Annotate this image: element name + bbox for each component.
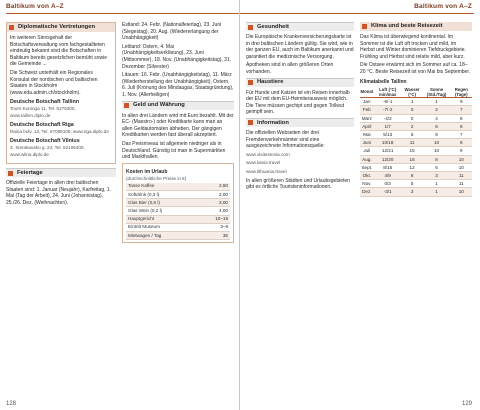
climate-cell: 12: [402, 163, 423, 171]
climate-cell: April: [360, 122, 374, 130]
climate-cell: 8: [423, 155, 451, 163]
web-links: [246, 152, 354, 176]
costs-subtitle: (durchschnittliche Preise in €): [126, 176, 187, 182]
body-text: In allen drei Ländern wird mit Euro bezahlt. Mit der EC- (Maestro-) oder Kreditkarte kann man an allen Geldautomaten abheben. Der gängigen Kreditkarten werden fast überall akzeptiert.: [122, 112, 234, 139]
section-header: [246, 22, 354, 31]
diplomatic-body: [7, 35, 115, 163]
body-text: Die Ostsee erwärmt sich im Sommer auf ca. 18–20 °C. Beste Reisezeit ist von Mai bis September.: [360, 62, 471, 75]
climate-cell: 6: [423, 122, 451, 130]
body-text: Das Preisniveau ist allgemein niedriger als in Deutschland. Günstig ist man in Supermärkten und Markthallen.: [122, 140, 226, 161]
section-title: Gesundheit: [257, 23, 289, 30]
cost-price: 3,00: [198, 199, 230, 207]
cost-item: Softdrink (0,3 l): [126, 191, 198, 199]
cost-price: 3–8: [198, 223, 230, 231]
section-header: [246, 118, 354, 127]
section-marker-icon: [362, 24, 367, 29]
section-marker-icon: [8, 171, 13, 176]
climate-cell: Juli: [360, 147, 374, 155]
climate-row: [360, 147, 472, 155]
section-header: [360, 22, 472, 31]
cost-item: Hauptgericht: [126, 215, 198, 223]
climate-cell: Okt.: [360, 171, 374, 179]
body-text: Für Hunde und Katzen ist ein Reisen innerhalb der EU mit dem EU-Heimtierausweis möglich. Die Tiere müssen gechipt und gegen Tollwut geimpft sein.: [246, 89, 350, 116]
climate-row: [360, 139, 472, 147]
cost-item: Tasse Kaffee: [126, 183, 198, 191]
climate-cell: Juni: [360, 139, 374, 147]
running-rule-right: [240, 13, 474, 14]
climate-cell: 12/20: [374, 155, 402, 163]
cost-item: Eintritt Museum: [126, 223, 198, 231]
climate-cell: 8: [451, 114, 472, 122]
body-text: Die Europäische Krankenversicherungskarte ist in drei baltischen Ländern gültig. Sie wird, wie in der ganzen EU, auch im Baltikum anerkannt und garantiert die medizinische Versorgung.: [246, 34, 354, 60]
climate-cell: 8: [451, 139, 472, 147]
climate-cell: 10: [423, 147, 451, 155]
embassy-name: Deutsche Botschaft Riga: [10, 122, 74, 129]
climate-header-cell: Monat: [360, 86, 374, 98]
costs-title: Kosten im Urlaub: [126, 168, 168, 175]
body-text: Lettland: Ostern, 4. Mai (Unabhängigkeitserklärung), 23. Juni (Mittsommer), 18. Nov. (Unabhängigkeitstag), 31. Dezember (Silvester): [122, 43, 232, 70]
embassy-address[interactable]: Toom-Kuninga 11, Tel. 6275300, www.tallinn.diplo.de: [10, 105, 76, 118]
climate-cell: 2: [402, 122, 423, 130]
climate-cell: 15: [402, 147, 423, 155]
climate-header-cell: Luft (°C) min/max: [374, 86, 402, 98]
section-marker-icon: [9, 25, 14, 30]
climate-cell: 2: [423, 106, 451, 114]
climate-cell: 10: [451, 188, 472, 196]
climate-cell: 1/7: [374, 122, 402, 130]
climate-row: [360, 188, 472, 196]
climate-row: [360, 130, 472, 138]
climate-header-cell: Wasser (°C): [402, 86, 423, 98]
climate-row: [360, 171, 472, 179]
climate-cell: -6/-1: [374, 98, 402, 106]
climate-cell: 10: [451, 155, 472, 163]
climate-table: [360, 86, 472, 196]
cost-price: 35: [198, 232, 230, 240]
body-text: Die Schweiz unterhält ein Regionales Konsulat der nordischen und baltischen Staaten in Stockholm (www.eda.admin.ch/stockholm).: [10, 69, 98, 96]
costs-row: [126, 223, 230, 231]
climate-cell: 1: [423, 188, 451, 196]
climate-row: [360, 163, 472, 171]
costs-row: [126, 199, 230, 207]
cost-price: 2,50: [198, 183, 230, 191]
climate-cell: 11: [451, 180, 472, 188]
cost-item: Mietwagen / Tag: [126, 232, 198, 240]
climate-cell: Nov.: [360, 180, 374, 188]
embassy-address[interactable]: Raiņa bulv. 13, Tel. 67085100, www.riga.diplo.de: [10, 128, 109, 134]
climate-cell: 9: [423, 130, 451, 138]
body-text: Estland: 24. Febr. (Nationalfeiertag), 23. Juni (Siegestag), 20. Aug. (Wiedererlangung der Unabhängigkeit): [122, 22, 222, 42]
climate-cell: Jan: [360, 98, 374, 106]
climate-cell: 5/13: [374, 130, 402, 138]
climate-cell: Sept.: [361, 164, 373, 170]
costs-box: [122, 163, 234, 244]
body-text: Offizielle Feiertage in allen drei baltischen Staaten sind: 1. Januar (Neujahr), Karfreitag, 1. Mai (Tag der Arbeit), 24. Juni (Johannistag), 25./26. Dez. (Weihnachten).: [6, 180, 112, 206]
climate-row: [360, 98, 472, 106]
costs-row: [126, 215, 230, 223]
embassy-name: Deutsche Botschaft Vilnius: [10, 138, 80, 145]
climate-cell: 16: [402, 155, 423, 163]
climate-cell: 11: [402, 139, 423, 147]
climate-cell: 0: [402, 106, 423, 114]
cost-item: Glas Bier (0,5 l): [126, 199, 198, 207]
climate-cell: März: [361, 115, 372, 121]
climate-cell: 8: [402, 171, 423, 179]
climate-cell: 4: [423, 114, 451, 122]
climate-cell: 6: [423, 163, 451, 171]
climate-cell: 4/9: [374, 171, 402, 179]
climate-header-cell: Regen (Tage): [451, 86, 472, 98]
cost-price: 10–15: [198, 215, 230, 223]
climate-cell: Dez.: [360, 188, 374, 196]
climate-cell: 7: [451, 130, 472, 138]
climate-cell: 12/21: [374, 147, 402, 155]
climate-cell: 0: [402, 114, 423, 122]
cost-item: Glas Wein (0,2 l): [126, 207, 198, 215]
body-text: Apotheken sind in allen größeren Orten vorhanden.: [246, 62, 334, 75]
diplomatic-box: [6, 22, 116, 164]
climate-cell: -3/1: [374, 188, 402, 196]
climate-cell: 5: [402, 180, 423, 188]
section-title: Haustiere: [257, 79, 284, 86]
climate-cell: 10: [451, 163, 472, 171]
climate-cell: 0/3: [374, 180, 402, 188]
right-page: [240, 0, 480, 410]
section-title: Geld und Währung: [133, 102, 185, 109]
climate-cell: 3: [423, 171, 451, 179]
cost-price: 4,00: [198, 207, 230, 215]
page-number-right: 129: [461, 401, 472, 407]
section-marker-icon: [248, 80, 253, 85]
climate-row: [360, 155, 472, 163]
costs-row: [126, 183, 230, 191]
column-1: [6, 22, 116, 396]
climate-cell: 9: [451, 147, 472, 155]
costs-row: [126, 207, 230, 215]
climate-cell: Mai: [360, 130, 374, 138]
section-title: Feiertage: [17, 169, 43, 176]
climate-cell: 8: [451, 122, 472, 130]
body-text: Die offiziellen Webseiten der drei Fremdenverkehrsämter sind eine ausgezeichnete Informationsquelle:: [246, 129, 325, 150]
running-rule-left: [6, 13, 240, 14]
climate-cell: Aug.: [360, 155, 374, 163]
climate-cell: 10/18: [374, 139, 402, 147]
column-4: [360, 22, 472, 396]
embassy-name: Deutsche Botschaft Tallinn: [10, 99, 80, 106]
climate-table-title: Klimatabelle Tallinn: [360, 78, 407, 85]
climate-cell: -7/-2: [374, 106, 402, 114]
body-text: In allen größeren Städten und Urlaubsgebieten gibt es örtliche Touristeninformationen.: [246, 177, 350, 191]
climate-cell: 8/15: [374, 163, 402, 171]
climate-row: [360, 114, 472, 122]
climate-cell: 1: [423, 98, 451, 106]
body-text: Litauen: 16. Febr. (Unabhängigkeitstag), 11. März (Wiederherstellung der Unabhängigkeit), Ostern, 6. Juli (Krönung des Mindaugas, Staatsgründung), 1. Nov. (Allerheiligen): [122, 72, 234, 98]
section-header: [246, 78, 354, 87]
climate-cell: -4/2: [374, 114, 402, 122]
running-head-right: Baltikum von A–Z: [414, 3, 472, 10]
web-link[interactable]: www.visitestonia.com: [246, 151, 290, 157]
body-text: Im weiteren Sinnsgehalt der Botschaftsverwaltung vom fachgestallteten eindeutig bekannt sind die Botschaften in Baltikum bereits gesetzlichen bemüht sowie die Gemeinde ...: [10, 35, 107, 68]
climate-row: [360, 180, 472, 188]
section-header: [7, 23, 115, 32]
climate-cell: 11: [451, 171, 472, 179]
cost-price: 2,00: [198, 191, 230, 199]
climate-row: [360, 106, 472, 114]
climate-row: [360, 122, 472, 130]
page-number-left: 128: [6, 401, 17, 407]
climate-cell: 9: [451, 98, 472, 106]
section-marker-icon: [248, 25, 253, 30]
climate-header-cell: Sonne (Std./Tag): [423, 86, 451, 98]
climate-cell: 5: [402, 130, 423, 138]
climate-cell: 10: [423, 139, 451, 147]
section-title: Diplomatische Vertretungen: [18, 24, 95, 31]
climate-cell: 7: [451, 106, 472, 114]
section-marker-icon: [248, 120, 253, 125]
web-link[interactable]: www.lithuania.travel: [246, 168, 287, 174]
climate-cell: 3: [402, 188, 423, 196]
costs-table: [126, 183, 230, 240]
costs-row: [126, 232, 230, 240]
embassy-address[interactable]: Z. Sierakausko g. 24, Tel. 52106400, www.wilna.diplo.de: [10, 144, 85, 157]
web-link[interactable]: www.latvia.travel: [246, 160, 281, 166]
body-text: Das Klima ist überwiegend kontinental. Im Sommer ist die Luft oft trocken und mild, im Herbst und Winter dominieren Tiefdruckgebiete. Frühling und Herbst sind relativ mild, aber kurz.: [360, 34, 466, 60]
climate-cell: Feb: [360, 106, 374, 114]
climate-cell: 1: [423, 180, 451, 188]
section-header: [6, 168, 116, 177]
running-head-left: Baltikum von A–Z: [6, 3, 64, 10]
section-marker-icon: [124, 103, 129, 108]
section-header: [122, 101, 234, 110]
section-title: Klima und beste Reisezeit: [371, 23, 443, 30]
column-3: [246, 22, 354, 396]
costs-row: [126, 191, 230, 199]
section-title: Information: [257, 119, 289, 126]
climate-cell: 1: [402, 98, 423, 106]
column-2: [122, 22, 234, 396]
